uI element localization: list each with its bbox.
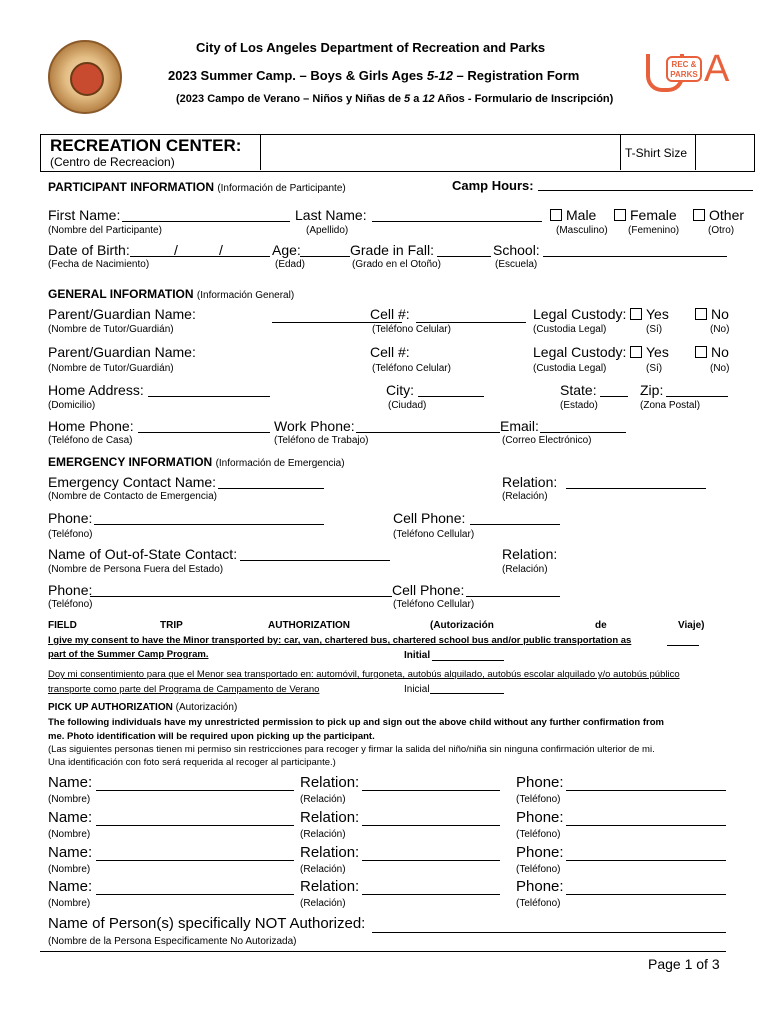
footer-divider (40, 951, 726, 952)
last-name-label: Last Name: (295, 207, 367, 223)
male-label-es: (Masculino) (556, 225, 608, 236)
home-phone-label: Home Phone: (48, 418, 134, 434)
camp-hours-label: Camp Hours: (452, 178, 534, 193)
emergency-phone-label-es: (Teléfono) (48, 529, 93, 540)
first-name-label-es: (Nombre del Participante) (48, 225, 162, 236)
pickup-text-es-1: (Las siguientes personas tienen mi permiso sin restricciones para recoger y firmar la salida del niño/niña sin ninguna confirmación ulterior de mi. (48, 744, 655, 755)
no-label-es-2: (No) (710, 363, 730, 374)
emergency-contact-label: Emergency Contact Name: (48, 474, 217, 490)
pickup-text-es-2: Una identificación con foto será requerida al recoger al participante.) (48, 757, 336, 768)
parent2-label-es: (Nombre de Tutor/Guardián) (48, 363, 174, 374)
email-label: Email: (500, 418, 539, 434)
pickup2-phone-label-es: (Teléfono) (516, 829, 561, 840)
age-label: Age: (272, 242, 301, 258)
general-heading: GENERAL INFORMATION (Información General) (48, 287, 295, 301)
emergency-contact-field[interactable] (218, 488, 324, 489)
pickup2-phone-label: Phone: (516, 809, 564, 826)
parent1-custody-label-es: (Custodia Legal) (533, 324, 607, 335)
pickup4-name-label-es: (Nombre) (48, 898, 91, 909)
grade-field[interactable] (437, 256, 491, 257)
emergency-phone-field[interactable] (94, 524, 324, 525)
grade-label: Grade in Fall: (350, 242, 435, 258)
other-checkbox[interactable]: Other (693, 207, 744, 223)
parent2-custody-label: Legal Custody: (533, 344, 627, 360)
emergency-relation-label: Relation: (502, 474, 558, 490)
school-field[interactable] (543, 256, 727, 257)
email-field[interactable] (540, 432, 626, 433)
home-address-label-es: (Domicilio) (48, 400, 96, 411)
camp-hours-field[interactable] (538, 190, 753, 191)
initial-label-es: Inicial (404, 684, 430, 695)
field-trip-heading-w6: Viaje) (678, 620, 705, 631)
parent1-label-es: (Nombre de Tutor/Guardián) (48, 324, 174, 335)
pickup3-phone-label: Phone: (516, 844, 564, 861)
pickup3-name-field[interactable] (96, 860, 294, 861)
pickup4-name-field[interactable] (96, 894, 294, 895)
field-trip-heading-w1: FIELD (48, 620, 77, 631)
parent2-custody-label-es: (Custodia Legal) (533, 363, 607, 374)
rec-center-field[interactable] (262, 136, 618, 168)
initial-field-es[interactable] (430, 693, 504, 694)
age-label-es: (Edad) (275, 259, 306, 270)
oos-contact-label-es: (Nombre de Persona Fuera del Estado) (48, 564, 224, 575)
city-label: City: (386, 382, 414, 398)
parent2-yes-checkbox[interactable]: Yes (630, 344, 669, 360)
oos-cell-field[interactable] (466, 596, 560, 597)
pickup1-relation-label: Relation: (300, 774, 360, 791)
pickup1-name-label: Name: (48, 774, 93, 791)
male-checkbox[interactable]: Male (550, 207, 596, 223)
parent2-cell-label-es: (Teléfono Celular) (372, 363, 451, 374)
state-label: State: (560, 382, 597, 398)
pickup1-name-field[interactable] (96, 790, 294, 791)
pickup2-name-label: Name: (48, 809, 93, 826)
form-subtitle: 2023 Summer Camp. – Boys & Girls Ages 5-12 – Registration Form (168, 68, 580, 83)
oos-phone-label: Phone: (48, 582, 93, 598)
field-trip-heading-w3: AUTHORIZATION (268, 620, 351, 631)
pickup-text-2: me. Photo identification will be required upon picking up the participant. (48, 731, 375, 742)
city-field[interactable] (418, 396, 484, 397)
rec-center-label: RECREATION CENTER: (50, 136, 242, 155)
pickup3-name-label-es: (Nombre) (48, 864, 91, 875)
parent1-cell-label: Cell #: (370, 306, 410, 322)
oos-relation-label-es: (Relación) (502, 564, 548, 575)
first-name-label: First Name: (48, 207, 121, 223)
parent1-no-checkbox[interactable]: No (695, 306, 729, 322)
pickup3-phone-label-es: (Teléfono) (516, 864, 561, 875)
field-trip-heading-w5: de (595, 620, 607, 631)
oos-relation-label: Relation: (502, 546, 558, 562)
not-authorized-label-es: (Nombre de la Persona Especificamente No Autorizada) (48, 936, 297, 947)
pickup3-phone-field[interactable] (566, 860, 726, 861)
grade-label-es: (Grado en el Otoño) (352, 259, 441, 270)
pickup-heading: PICK UP AUTHORIZATION (Autorización) (48, 702, 238, 713)
home-phone-field[interactable] (138, 432, 270, 433)
pickup4-relation-field[interactable] (362, 894, 500, 895)
female-checkbox[interactable]: Female (614, 207, 677, 223)
zip-label-es: (Zona Postal) (640, 400, 701, 411)
parent1-field[interactable] (272, 322, 402, 323)
oos-cell-label: Cell Phone: (392, 582, 465, 598)
rec-parks-logo: REC & PARKS A (646, 52, 732, 96)
pickup3-relation-field[interactable] (362, 860, 500, 861)
home-address-label: Home Address: (48, 382, 144, 398)
other-label-es: (Otro) (708, 225, 735, 236)
pickup1-relation-field[interactable] (362, 790, 500, 791)
parent1-label: Parent/Guardian Name: (48, 306, 196, 322)
pickup4-relation-label: Relation: (300, 878, 360, 895)
age-field[interactable] (300, 256, 350, 257)
oos-phone-field[interactable] (90, 596, 392, 597)
emergency-cell-field[interactable] (470, 524, 560, 525)
consent-text-es-2: transporte como parte del Programa de Campamento de Verano (48, 684, 320, 695)
yes-label-es-2: (Sí) (646, 363, 663, 374)
email-label-es: (Correo Electrónico) (502, 435, 592, 446)
participant-heading: PARTICIPANT INFORMATION (Información de Participante) (48, 180, 346, 194)
pickup3-name-label: Name: (48, 844, 93, 861)
last-name-field[interactable] (372, 221, 542, 222)
work-phone-field[interactable] (356, 432, 500, 433)
emergency-contact-label-es: (Nombre de Contacto de Emergencia) (48, 491, 217, 502)
parent1-custody-label: Legal Custody: (533, 306, 627, 322)
work-phone-label-es: (Teléfono de Trabajo) (274, 435, 369, 446)
rec-center-label-es: (Centro de Recreacion) (50, 155, 175, 169)
pickup4-relation-label-es: (Relación) (300, 898, 346, 909)
pickup2-name-field[interactable] (96, 825, 294, 826)
field-trip-heading-w2: TRIP (160, 620, 183, 631)
state-field[interactable] (600, 396, 628, 397)
seal-emblem-icon (70, 62, 104, 96)
oos-contact-label: Name of Out-of-State Contact: (48, 546, 238, 562)
pickup4-phone-field[interactable] (566, 894, 726, 895)
consent-text-2: part of the Summer Camp Program. (48, 649, 209, 660)
pickup3-relation-label: Relation: (300, 844, 360, 861)
dob-label: Date of Birth: (48, 242, 130, 258)
first-name-field[interactable] (122, 221, 290, 222)
school-label: School: (493, 242, 540, 258)
field-trip-heading-w4: (Autorización (430, 620, 494, 631)
zip-label: Zip: (640, 382, 664, 398)
not-authorized-label: Name of Person(s) specifically NOT Authorized: (48, 915, 366, 932)
emergency-cell-label: Cell Phone: (393, 510, 466, 526)
emergency-cell-label-es: (Teléfono Cellular) (393, 529, 475, 540)
pickup1-relation-label-es: (Relación) (300, 794, 346, 805)
yes-label-es: (Sí) (646, 324, 663, 335)
city-label-es: (Ciudad) (388, 400, 427, 411)
form-subtitle-es: (2023 Campo de Verano – Niños y Niñas de 5 a 12 Años - Formulario de Inscripción) (176, 93, 614, 105)
parent2-label: Parent/Guardian Name: (48, 344, 196, 360)
form-header-title: City of Los Angeles Department of Recreation and Parks (196, 40, 546, 55)
pickup4-phone-label-es: (Teléfono) (516, 898, 561, 909)
zip-field[interactable] (666, 396, 728, 397)
tshirt-size-label: T-Shirt Size (625, 146, 688, 160)
initial-field[interactable] (432, 660, 504, 661)
pickup4-name-label: Name: (48, 878, 93, 895)
home-phone-label-es: (Teléfono de Casa) (48, 435, 133, 446)
pickup3-relation-label-es: (Relación) (300, 864, 346, 875)
state-label-es: (Estado) (560, 400, 598, 411)
pickup2-relation-label: Relation: (300, 809, 360, 826)
consent-text-1: I give my consent to have the Minor transported by: car, van, chartered bus, chartered school bus and/or public transportation as (48, 635, 632, 646)
oos-contact-field[interactable] (240, 560, 390, 561)
pickup2-relation-label-es: (Relación) (300, 829, 346, 840)
parent1-cell-field[interactable] (416, 322, 526, 323)
work-phone-label: Work Phone: (274, 418, 355, 434)
dob-label-es: (Fecha de Nacimiento) (48, 259, 150, 270)
not-authorized-field[interactable] (372, 932, 726, 933)
parent2-no-checkbox[interactable]: No (695, 344, 729, 360)
dob-field[interactable] (130, 256, 270, 257)
initial-label: Initial (404, 650, 431, 661)
page-number: Page 1 of 3 (648, 956, 720, 972)
school-label-es: (Escuela) (495, 259, 538, 270)
parent1-cell-label-es: (Teléfono Celular) (372, 324, 451, 335)
oos-phone-label-es: (Teléfono) (48, 599, 93, 610)
pickup-text-1: The following individuals have my unrestricted permission to pick up and sign out the above child without any further confirmation from (48, 717, 664, 728)
emergency-relation-field[interactable] (566, 488, 706, 489)
pickup1-name-label-es: (Nombre) (48, 794, 91, 805)
pickup1-phone-label: Phone: (516, 774, 564, 791)
emergency-phone-label: Phone: (48, 510, 93, 526)
pickup2-phone-field[interactable] (566, 825, 726, 826)
city-seal (48, 40, 122, 114)
pickup1-phone-field[interactable] (566, 790, 726, 791)
last-name-label-es: (Apellido) (306, 225, 349, 236)
home-address-field[interactable] (148, 396, 270, 397)
emergency-heading: EMERGENCY INFORMATION (Información de Emergencia) (48, 455, 345, 469)
pickup1-phone-label-es: (Teléfono) (516, 794, 561, 805)
parent2-cell-label: Cell #: (370, 344, 410, 360)
oos-cell-label-es: (Teléfono Cellular) (393, 599, 475, 610)
pickup2-name-label-es: (Nombre) (48, 829, 91, 840)
tshirt-size-field[interactable] (697, 136, 751, 168)
pickup4-phone-label: Phone: (516, 878, 564, 895)
emergency-relation-label-es: (Relación) (502, 491, 548, 502)
parent1-yes-checkbox[interactable]: Yes (630, 306, 669, 322)
consent-text-es-1: Doy mi consentimiento para que el Menor sea transportado en: automóvil, furgoneta, autobús alquilado, autobús escolar alquilado y/o autobús público (48, 669, 680, 680)
pickup2-relation-field[interactable] (362, 825, 500, 826)
female-label-es: (Femenino) (628, 225, 680, 236)
no-label-es: (No) (710, 324, 730, 335)
